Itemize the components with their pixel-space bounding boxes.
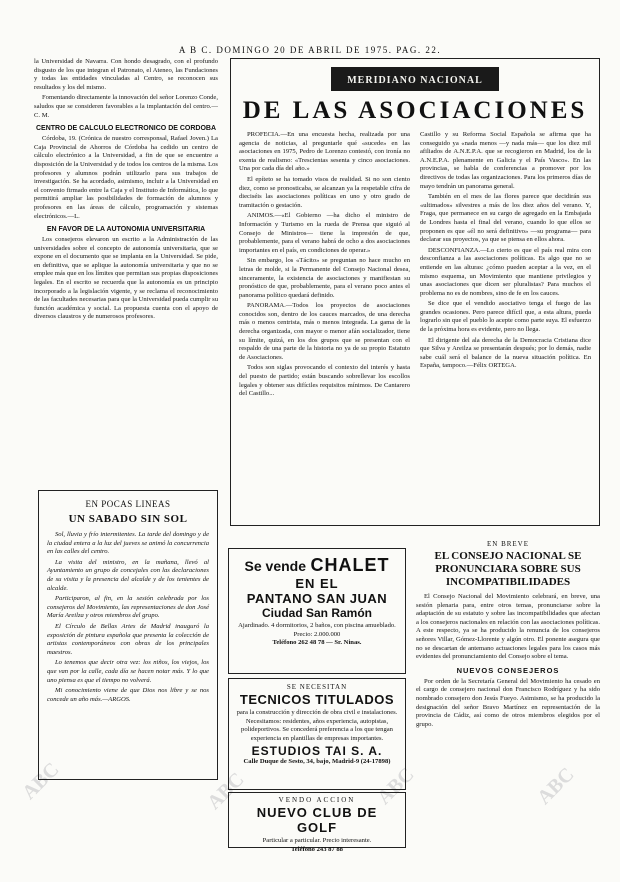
consejo-subtitle: NUEVOS CONSEJEROS: [456, 665, 560, 675]
ad-chalet-phone: Teléfono 262 48 78 — Sr. Ninas.: [272, 639, 362, 647]
watermark: ABC: [18, 758, 64, 804]
ad-chalet-detail: Ajardinado. 4 dormitorios, 2 baños, con piscina amueblado.: [238, 622, 396, 629]
pocas-lineas-box: [38, 490, 218, 780]
ad-tecnicos-address: Calle Duque de Sesto, 34, bajo, Madrid-9 (24-17898): [243, 758, 391, 766]
consejo-article: [416, 540, 600, 870]
article-title: DE LAS ASOCIACIONES: [242, 97, 588, 124]
ad-chalet-ciudad: Ciudad San Ramón: [261, 606, 372, 620]
ad-tecnicos: [228, 678, 406, 790]
article-paragraph: Todos son siglas provocando el contexto del interés y hasta del puesto de partido; están buscando sobrellevar los escollos legales y obtener sus difíciles requisitos mínimos. De Cantarero del Castillo...: [239, 364, 410, 398]
section-title-autonomia: EN FAVOR DE LA AUTONOMIA UNIVERSITARIA: [46, 226, 206, 234]
list-item: El Círculo de Bellas Artes de Madrid inauguró la exposición de pintura española que presenta la colección de artistas contemporáneos con obras de los principales maestros.: [47, 622, 209, 656]
article-paragraph: DESCONFIANZA.—Lo cierto es que el país real mira con desconfianza a las asociaciones políticas. Es algo que no se entiende en las alturas: ¿cómo pueden aceptar a la vez, en el mismo esquema, un Movimiento que mantiene privilegios y unas asociaciones que dicen ser pluralistas? Para muchos el problema no es de nombres, sino de fe en los cauces.: [420, 246, 591, 297]
meridiano-banner: [331, 67, 499, 91]
ad-golf: [228, 792, 406, 853]
ad-tecnicos-kicker: SE NECESITAN: [286, 683, 348, 691]
intro-text: la Universidad de Navarra. Con hondo desagrado, con el profundo disgusto de los que integran el Patronato, el Ateneo, las Fundaciones y todas las entidades vinculadas al Centro, se reconocen sus resultados y los del mismo.: [34, 58, 218, 91]
section-text-autonomia: Los consejeros elevaron un escrito a la Administración de las universidades sobre el concepto de autonomía universitaria, que se expone en el documento que se implanta en la Universidad. Se pide, en definitiva, que se aplique la autonomía universitaria y que no se emplee más que en los límites que permitan sus propias disposiciones legales. En el escrito se recuerda que la autonomía es un principio incorporado a la legislación vigente, y se reclama el reconocimiento de las facultades necesarias para que la Universidad pueda cumplir su función académica y social. La propuesta cuenta con el apoyo de diversos claustros y de numerosos profesores.: [34, 236, 218, 321]
ad-chalet-price: Precio: 2.000.000: [293, 630, 341, 638]
list-item: Lo tenemos que decir otra vez: los niños, los viejos, los que van por la calle, cada día se hacen notar más. Y lo que uno piensa es que el tiempo no volverá.: [47, 659, 209, 684]
ad-golf-kicker: VENDO ACCION: [278, 796, 356, 804]
ad-golf-detail: Particular a particular. Precio interesante.: [262, 837, 372, 844]
article-paragraph: Sin embargo, los «Tácito» se preguntan no hace mucho en letras de molde, si la Permanente del Consejo Nacional desea, sinceramente, la existencia de asociaciones y manifiestan su pronóstico de que, probablemente, para el verano poco antes el panorama político quedará definido.: [239, 257, 410, 299]
list-item: Sol, lluvia y frío intermitentes. La tarde del domingo y de la ciudad entera a la luz del jueves se animó la concurrencia en las calles del centro.: [47, 531, 209, 556]
consejo-kicker: EN BREVE: [486, 540, 530, 548]
ad-chalet-en-el: EN EL: [295, 576, 339, 591]
ad-chalet-pantano: PANTANO SAN JUAN: [246, 591, 388, 606]
ad-chalet-se-vende: Se vende: [244, 558, 307, 574]
article-paragraph: PANORAMA.—Todos los proyectos de asociaciones conocidos son, dentro de los cauces marcados, de una derecha más o menos centrista, más o menos integrada. La gama de la derecha organizada, con mayor o menor afán socializador, tiene su límite, quizá, en los dos grupos que se presentan con el respaldo de una parte de la historia no ya de su propio Estatuto de Asociaciones.: [239, 302, 410, 361]
article-paragraph: Castillo y su Reforma Social Española se afirma que ha conseguido ya «nada menos —y nada más— que los diez mil afiliados de A.N.E.P.A. que se recogieron en Madrid, los de la A.N.E.P.A. plenamente en Galicia y el País Vasco». En las provincias, se habla de conferencias a promover por los directivos de todas las organizaciones. Para los primeros días de mayo tendrán un panorama general.: [420, 131, 591, 190]
ad-chalet-headline: [235, 555, 399, 576]
section-title-calculo: CENTRO DE CALCULO ELECTRONICO DE CORDOBA: [35, 125, 217, 133]
list-item: Participaron, al fin, en la sesión celebrada por los consejeros del Movimiento, las representaciones de don José María Areilza y otros miembros del grupo.: [47, 595, 209, 620]
article-paragraph: Se dice que el vendido asociativo tenga el fuego de las grandes ocasiones. Pero parece difícil que, a esta altura, pueda lograrlo sin que el pueblo lo acepte como parte suya. El esfuerzo de la próxima hora es evidente, pero no llega.: [420, 300, 591, 334]
article-col-right: [420, 131, 591, 503]
article-paragraph: El epíteto se ha tomado visos de realidad. Si no son ciento diez, como se pronosticaba, se alcanzan ya la respetable cifra de dieciséis las asociaciones políticas en uno y otro grado de tramitación o gestación.: [239, 175, 410, 209]
ad-chalet-chalet: CHALET: [310, 555, 390, 575]
list-item: Mi conocimiento viene de que Dios nos libre y se nos concede un año más.—ARGOS.: [47, 687, 209, 703]
article-col-left: [239, 131, 410, 503]
watermark: ABC: [373, 763, 419, 809]
article-paragraph: El dirigente del ala derecha de la Democracia Cristiana dice que Silva y Areilza se presentarán después; por lo demás, nadie sabe cuál será el balance de la nueva situación política. En España, tampoco.—Félix ORTEGA.: [420, 336, 591, 370]
meridiano-box: [230, 58, 600, 526]
page-header: A B C. DOMINGO 20 DE ABRIL DE 1975. PAG. 22.: [178, 45, 442, 55]
consejo-text: El Consejo Nacional del Movimiento celebrará, en breve, una sesión plenaria para, entre otros temas, pronunciarse sobre la adaptación de su estatuto y sobre las incompatibilidades que afectan a los consejeros nacionales en relación con las asociaciones políticas. A este respecto, ya se ha producido la renuncia de los consejeros señores Villar, Gómez-Llorente y algún otro. El ponente asegura que no se descartan de antemano actuaciones legales para los casos más evidentes del pronunciamiento del Consejo sobre el tema.: [416, 593, 600, 661]
ad-tecnicos-detail: para la construcción y dirección de obra civil e instalaciones.: [236, 709, 398, 716]
intro-text-2: Fomentando directamente la innovación del señor Lorenzo Conde, saludos que se consideren favorables a la implantación del centro.—C. M.: [34, 94, 218, 119]
consejo-title: EL CONSEJO NACIONAL SE PRONUNCIARA SOBRE SUS INCOMPATIBILIDADES: [434, 550, 582, 588]
pocas-kicker: EN POCAS LINEAS: [85, 499, 171, 509]
meridiano-banner-text: MERIDIANO NACIONAL: [347, 75, 483, 86]
watermark: ABC: [203, 768, 249, 814]
pocas-items: [47, 531, 209, 704]
pocas-title: UN SABADO SIN SOL: [68, 513, 188, 525]
consejo-subtext: Por orden de la Secretaría General del Movimiento ha cesado en el cargo de consejero nacional don Francisco Rodríguez y ha sido nombrado consejero don Jesús Fueyo. Asimismo, se ha producido la designación del señor Bravo Martínez en representación de la provincia de Cádiz, así como de otros miembros elegidos por el grupo.: [416, 677, 600, 728]
watermark: ABC: [533, 763, 579, 809]
ad-tecnicos-company: ESTUDIOS TAI S. A.: [251, 744, 383, 759]
ad-tecnicos-detail-2: Necesitamos: residentes, años experiencia, autopistas, polideportivos. Se concederá preferencia a los que tengan experiencia en plantillas de empresas importantes.: [241, 717, 393, 742]
list-item: La visita del ministro, en la mañana, llevó al Ayuntamiento un grupo de concejales con las declaraciones de su visita y la presencia del alcalde y de los tenientes de alcalde.: [47, 558, 209, 592]
ad-chalet: [228, 548, 406, 674]
ad-golf-title: NUEVO CLUB DE GOLF: [256, 805, 378, 835]
article-paragraph: ANIMOS.—«El Gobierno —ha dicho el ministro de Información y Turismo en la rueda de Prensa que siguió al Consejo de Ministros— tiene la impresión de que, probablemente, para el verano habrá de ocho a dos asociaciones importantes en el país, en condiciones de operar.»: [239, 212, 410, 254]
ad-tecnicos-title: TECNICOS TITULADOS: [239, 692, 395, 707]
ad-golf-phone: Teléfono 243 87 88: [291, 845, 343, 853]
article-columns: [239, 131, 591, 503]
section-text-calculo: Córdoba, 19. (Crónica de nuestro corresponsal, Rafael Joven.) La Caja Provincial de Ahorros de Córdoba ha cedido un centro de cálculo electrónico a la Universidad, a fin de que se encuentre a disposición de la Universidad y de todos los centros de la misma. Los profesores y alumnos podrán utilizarlo para sus trabajos de investigación. Se ha acordado, asimismo, incluir a la Universidad en el convenio firmado entre la Caja y el Instituto de Informática, lo que permitirá ampliar las posibilidades de formación de alumnos y profesores en las áreas de cálculo, programación y sistemas electrónicos.—L.: [34, 135, 218, 220]
article-paragraph: También en el mes de las flores parece que decidirán sus «ultimados» silvestres a más de los diez años del verano. Y, Fraga, que permanece en su cargo de agregado en la Embajada de Londres hasta el final del verano, cuando lo que ellos se proponen es que «él no será definitivo» —su programa— para declarar sus proyectos, ya que se piensa en ellos ahora.: [420, 193, 591, 244]
article-paragraph: PROFECIA.—En una encuesta hecha, realizada por una agencia de noticias, al preguntarle qué «sucede» en las asociaciones en 1975, Pedro de Lorenzo contestó, con ironía no exenta de realismo: «Trescientas sesenta y cinco asociaciones. Una por cada día del año.»: [239, 131, 410, 173]
column-left: [34, 58, 218, 324]
